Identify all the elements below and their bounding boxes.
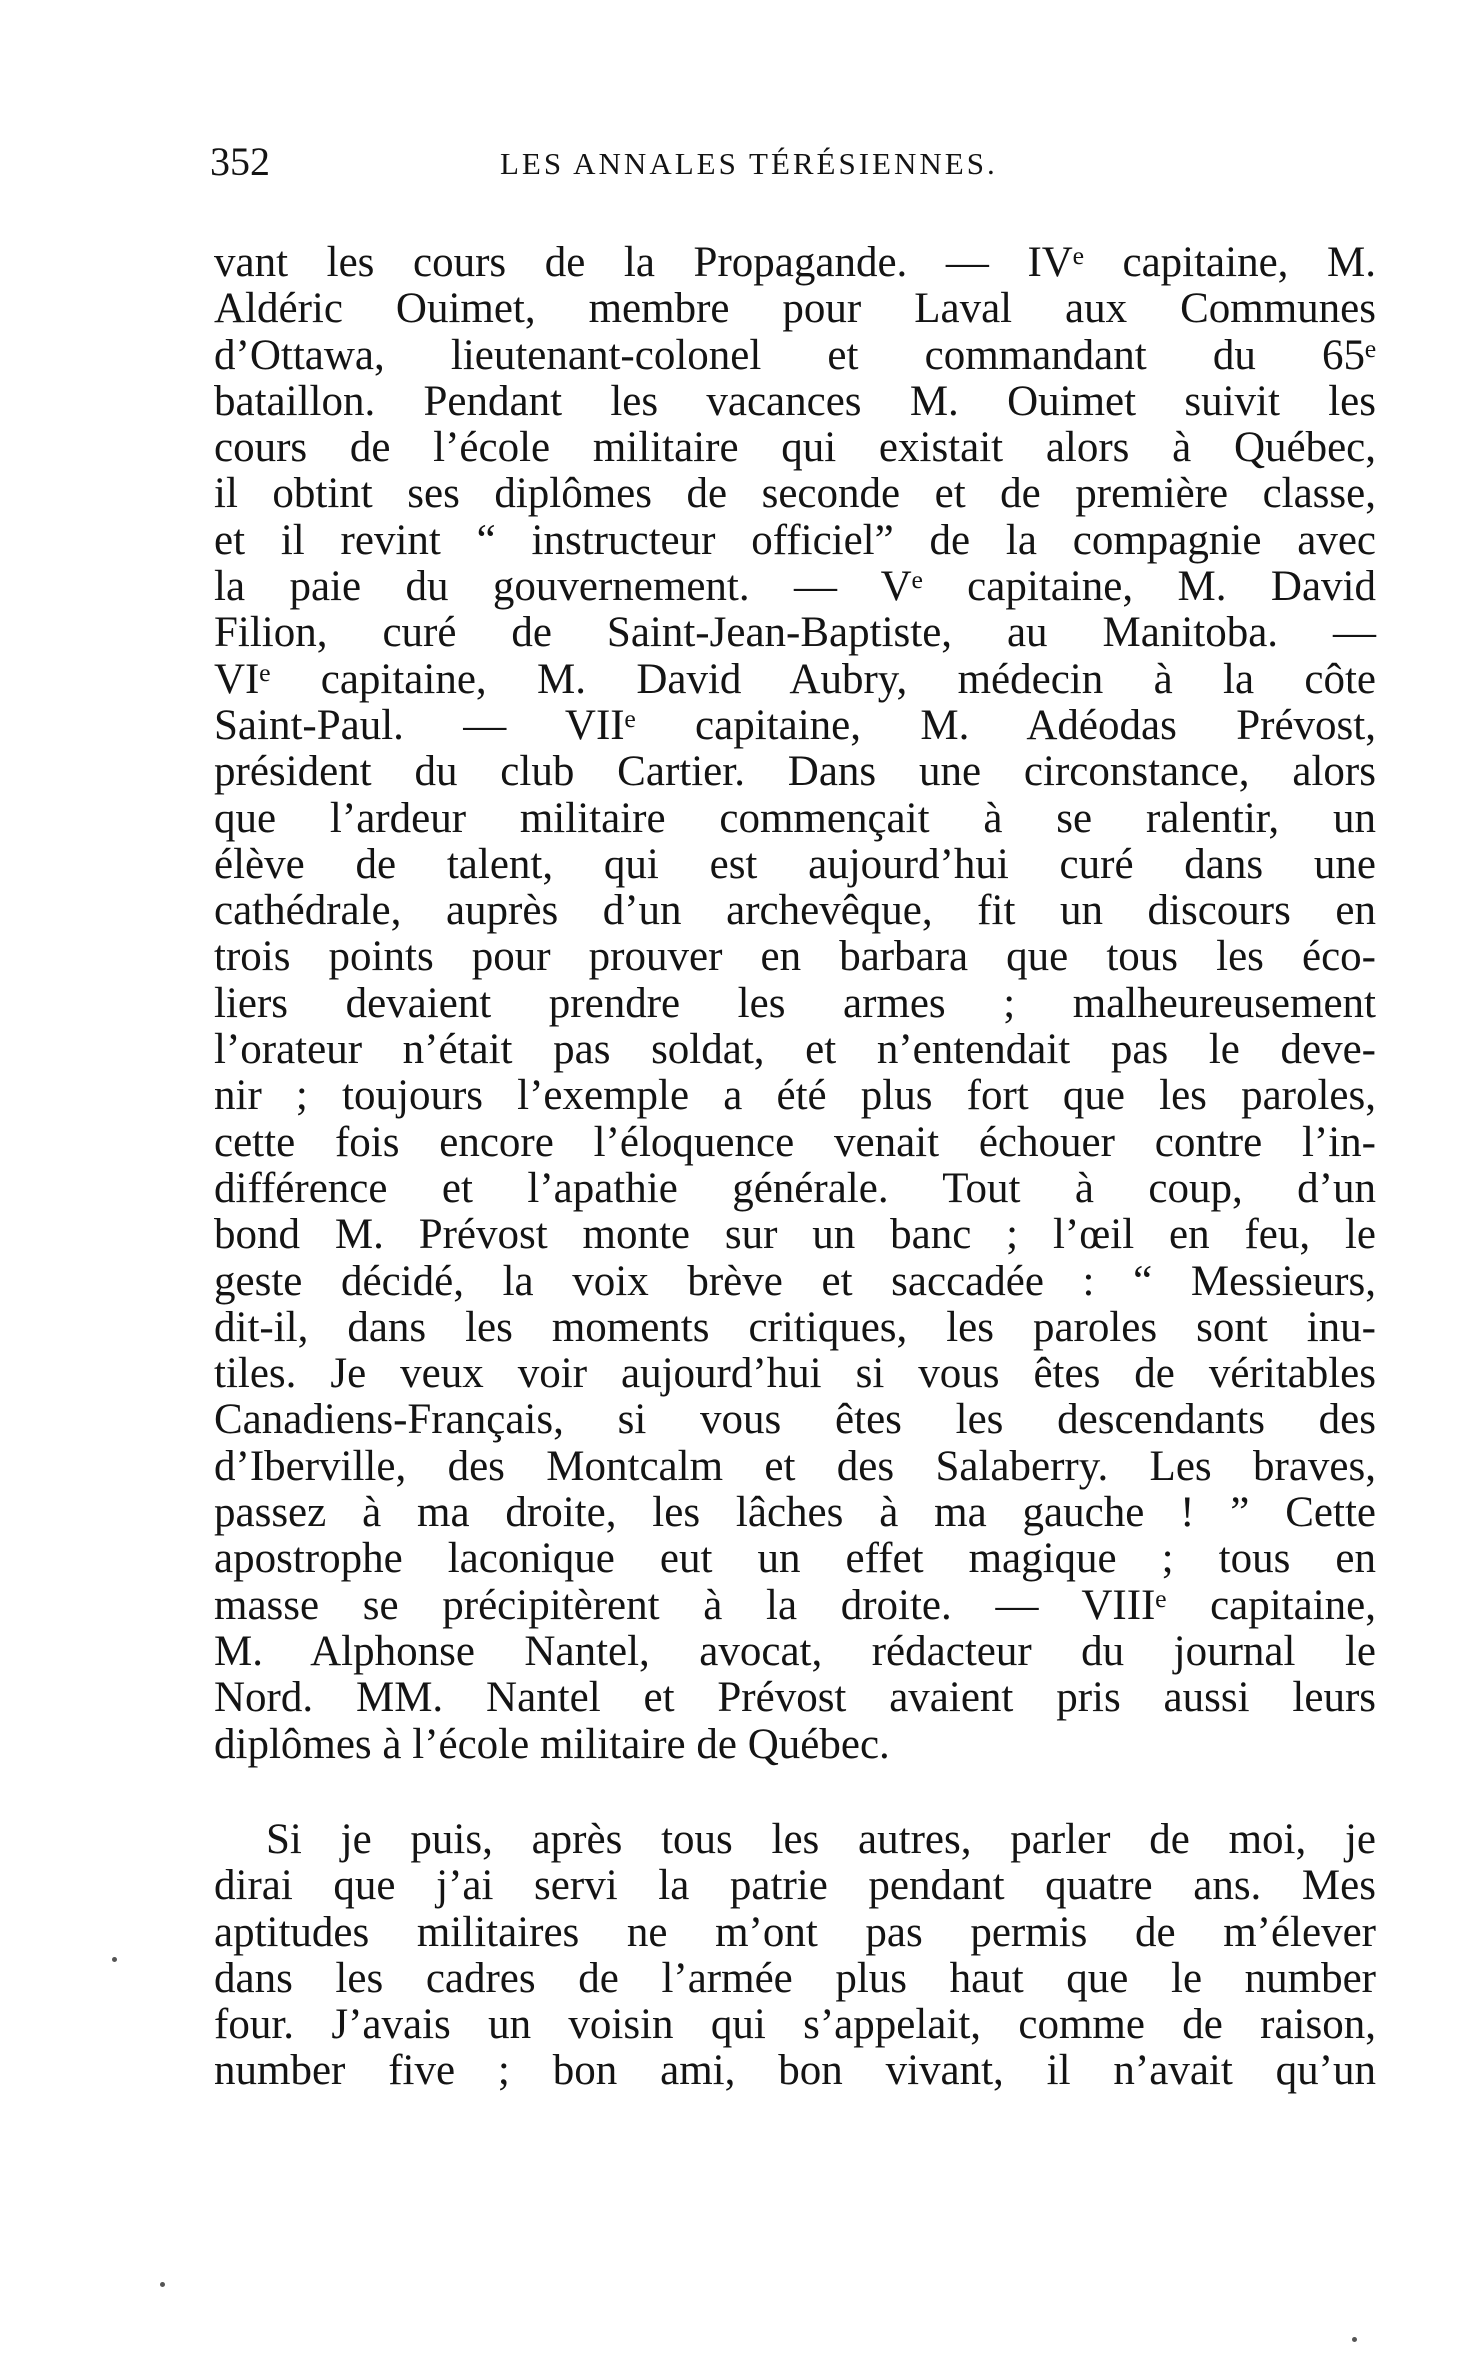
text-line: diplômes à l’école militaire de Québec. xyxy=(214,1720,890,1768)
text-line: VIᵉ capitaine, M. David Aubry, médecin à la côte xyxy=(214,655,1376,703)
text-line: number five ; bon ami, bon vivant, il n’avait qu’un xyxy=(214,2047,1376,2095)
text-line: cathédrale, auprès d’un archevêque, fit un discours en xyxy=(214,887,1376,935)
speck xyxy=(1352,2337,1357,2342)
text-line: aptitudes militaires ne m’ont pas permis de m’élever xyxy=(214,1908,1376,1956)
page-number: 352 xyxy=(210,139,270,184)
text-line: et il revint “ instructeur officiel” de la compagnie avec xyxy=(214,516,1376,564)
text-line: passez à ma droite, les lâches à ma gauche ! ” Cette xyxy=(214,1489,1376,1537)
text-line: nir ; toujours l’exemple a été plus fort que les paroles, xyxy=(214,1072,1376,1120)
text-line: M. Alphonse Nantel, avocat, rédacteur du journal le xyxy=(214,1627,1376,1675)
text-line: apostrophe laconique eut un effet magique ; tous en xyxy=(214,1535,1376,1583)
text-line: bataillon. Pendant les vacances M. Ouimet suivit les xyxy=(214,377,1376,425)
page-header xyxy=(210,138,1375,186)
text-line: président du club Cartier. Dans une circonstance, alors xyxy=(214,748,1376,796)
text-line: cours de l’école militaire qui existait alors à Québec, xyxy=(214,424,1376,472)
text-line: Canadiens-Français, si vous êtes les descendants des xyxy=(214,1396,1376,1444)
text-line: bond M. Prévost monte sur un banc ; l’œil en feu, le xyxy=(214,1211,1376,1259)
paragraph-2 xyxy=(214,1817,1376,2095)
paragraph-1 xyxy=(214,240,1376,1768)
text-line: liers devaient prendre les armes ; malheureusement xyxy=(214,979,1376,1027)
text-line: dans les cadres de l’armée plus haut que le number xyxy=(214,1954,1376,2002)
text-line: four. J’avais un voisin qui s’appelait, comme de raison, xyxy=(214,2001,1376,2049)
text-line: dit-il, dans les moments critiques, les paroles sont inu- xyxy=(214,1303,1376,1351)
text-line: Filion, curé de Saint-Jean-Baptiste, au Manitoba. — xyxy=(214,609,1376,657)
text-line: d’Ottawa, lieutenant-colonel et commandant du 65ᵉ xyxy=(214,331,1376,379)
text-line: Aldéric Ouimet, membre pour Laval aux Communes xyxy=(214,285,1376,333)
text-line: il obtint ses diplômes de seconde et de première classe, xyxy=(214,470,1376,518)
text-line: Si je puis, après tous les autres, parler de moi, je xyxy=(266,1816,1376,1863)
text-line: trois points pour prouver en barbara que tous les éco- xyxy=(214,933,1376,981)
text-line: tiles. Je veux voir aujourd’hui si vous êtes de véritables xyxy=(214,1350,1376,1398)
text-line: cette fois encore l’éloquence venait échouer contre l’in- xyxy=(214,1118,1376,1166)
text-line: Nord. MM. Nantel et Prévost avaient pris aussi leurs xyxy=(214,1674,1376,1722)
text-line: geste décidé, la voix brève et saccadée : “ Messieurs, xyxy=(214,1257,1376,1305)
text-line: la paie du gouvernement. — Vᵉ capitaine, M. David xyxy=(214,563,1376,611)
text-line: l’orateur n’était pas soldat, et n’entendait pas le deve- xyxy=(214,1026,1376,1074)
text-line: élève de talent, qui est aujourd’hui curé dans une xyxy=(214,840,1376,888)
running-title: LES ANNALES TÉRÉSIENNES. xyxy=(500,146,998,181)
text-line: d’Iberville, des Montcalm et des Salaberry. Les braves, xyxy=(214,1442,1376,1490)
text-line: que l’ardeur militaire commençait à se ralentir, un xyxy=(214,794,1376,842)
text-line: masse se précipitèrent à la droite. — VIIIᵉ capitaine, xyxy=(214,1581,1376,1629)
speck xyxy=(112,1957,117,1962)
text-line: Saint-Paul. — VIIᵉ capitaine, M. Adéodas Prévost, xyxy=(214,701,1376,749)
text-line: différence et l’apathie générale. Tout à coup, d’un xyxy=(214,1164,1376,1212)
speck xyxy=(160,2282,165,2287)
text-line: vant les cours de la Propagande. — IVᵉ capitaine, M. xyxy=(214,239,1376,286)
text-line: dirai que j’ai servi la patrie pendant quatre ans. Mes xyxy=(214,1862,1376,1910)
